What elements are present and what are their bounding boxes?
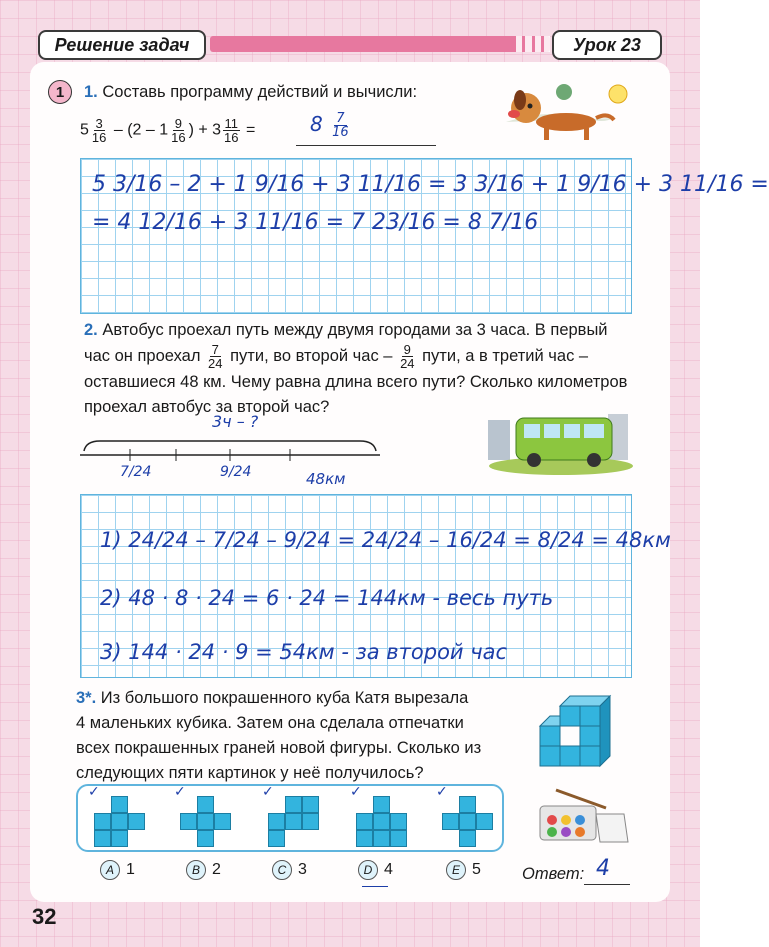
lesson-title: Урок 23: [552, 30, 662, 60]
check-mark: ✓: [262, 784, 274, 800]
option-letter: E: [446, 860, 466, 880]
print-cell: [180, 813, 197, 830]
print-cell: [373, 830, 390, 847]
print-cell: [373, 796, 390, 813]
header-stripe: [210, 36, 550, 52]
print-cell: [268, 830, 285, 847]
segment-label-second: 9/24: [220, 464, 252, 480]
task2-number: 2.: [84, 321, 98, 339]
task1-prompt: [84, 80, 417, 105]
answer-option-c[interactable]: [272, 860, 307, 880]
option-value: 3: [298, 861, 307, 878]
option-letter: D: [358, 860, 378, 880]
print-cell: [268, 813, 285, 830]
task2-step3: 3) 144 · 24 · 9 = 54км - за второй час: [100, 640, 508, 664]
task3-line4: следующих пяти картинок у неё получилось?: [76, 764, 424, 782]
print-cell: [285, 813, 302, 830]
task-group-badge: 1: [48, 80, 72, 104]
print-cell: [111, 813, 128, 830]
segment-label-total: 3ч – ?: [212, 412, 259, 431]
task1-solution-line2: = 4 12/16 + 3 11/16 = 7 23/16 = 8 7/16: [92, 210, 539, 235]
option-value: 4: [384, 861, 393, 878]
check-mark: ✓: [436, 784, 448, 800]
option-value: 2: [212, 861, 221, 878]
print-cell: [111, 830, 128, 847]
task1-number: 1.: [84, 83, 98, 101]
page-number: 32: [32, 904, 57, 929]
expr-frac3: $\frac{11}{16}$: [224, 116, 239, 145]
print-cell: [356, 830, 373, 847]
expr-frac2: $\frac{9}{16}$: [171, 116, 186, 145]
print-cell: [373, 813, 390, 830]
print-cell: [111, 796, 128, 813]
answer-option-e[interactable]: [446, 860, 481, 880]
print-cell: [285, 796, 302, 813]
expr-whole: 5: [80, 121, 89, 139]
expr-paren: (2 – 1: [127, 121, 169, 139]
task3-line3: всех покрашенных граней новой фигуры. Сколько из: [76, 739, 482, 757]
option-value: 5: [472, 861, 481, 878]
answer-option-d[interactable]: [358, 860, 393, 880]
task2-line1: Автобус проехал путь между двумя городами за 3 часа. В первый: [102, 321, 608, 339]
task3-text: [76, 686, 516, 786]
expr-minus: –: [113, 121, 123, 139]
print-cell: [197, 796, 214, 813]
option-value: 1: [126, 861, 135, 878]
expr-equals: =: [245, 121, 256, 139]
segment-label-third: 48км: [306, 470, 346, 488]
task2-line4: проехал автобус за второй час?: [84, 398, 330, 416]
print-cell: [197, 813, 214, 830]
option-letter: A: [100, 860, 120, 880]
print-cell: [459, 830, 476, 847]
task3-line1: Из большого покрашенного куба Катя вырезала: [100, 689, 469, 707]
section-title: Решение задач: [38, 30, 206, 60]
task3-line2: 4 маленьких кубика. Затем она сделала отпечатки: [76, 714, 464, 732]
print-cell: [390, 813, 407, 830]
task2-line3: оставшиеся 48 км. Чему равна длина всего пути? Сколько километров: [84, 373, 628, 391]
answer-option-b[interactable]: [186, 860, 221, 880]
segment-label-first: 7/24: [120, 464, 152, 480]
print-cell: [94, 813, 111, 830]
print-cell: [356, 813, 373, 830]
task3-number: 3*.: [76, 689, 97, 707]
print-cell: [459, 813, 476, 830]
check-mark: ✓: [174, 784, 186, 800]
option-letter: C: [272, 860, 292, 880]
task2-line2: час он проехал $\frac{7}{24}$ пути, во второй час – $\frac{9}{24}$ пути, а в третий час –: [84, 342, 589, 371]
task2-text: [84, 318, 654, 420]
paint-set-illustration: [536, 784, 632, 848]
dog-illustration: [486, 78, 636, 144]
check-mark: ✓: [88, 784, 100, 800]
option-d-underline: [362, 886, 388, 887]
print-cell: [302, 813, 319, 830]
option-letter: B: [186, 860, 206, 880]
expr-plus: ) + 3: [188, 121, 222, 139]
answer-underline: [296, 145, 436, 146]
task1-solution-line1: 5 3/16 – 2 + 1 9/16 + 3 11/16 = 3 3/16 + 1 9/16 + 3 11/16 =: [92, 172, 769, 197]
task2-step2: 2) 48 · 8 · 24 = 6 · 24 = 144км - весь путь: [100, 586, 554, 610]
print-cell: [459, 796, 476, 813]
answer-option-a[interactable]: [100, 860, 135, 880]
expr-frac1: $\frac{3}{16}$: [91, 116, 107, 145]
answer-value: 4: [596, 856, 610, 881]
cube-illustration: [536, 692, 626, 770]
task1-prompt-text: Составь программу действий и вычисли:: [102, 83, 418, 101]
task1-expression: [80, 117, 255, 144]
answer-line: [584, 884, 630, 885]
print-cell: [214, 813, 231, 830]
print-cell: [476, 813, 493, 830]
print-cell: [442, 813, 459, 830]
print-cell: [94, 830, 111, 847]
print-cell: [128, 813, 145, 830]
task1-answer: 8 $\frac{7}{16}$: [310, 111, 349, 140]
bus-illustration: [488, 410, 634, 476]
header-stripe-ticks: [516, 36, 550, 52]
print-cell: [197, 830, 214, 847]
task2-step1: 1) 24/24 – 7/24 – 9/24 = 24/24 – 16/24 = 8/24 = 48км: [100, 528, 671, 552]
print-cell: [390, 830, 407, 847]
check-mark: ✓: [350, 784, 362, 800]
print-cell: [302, 796, 319, 813]
answer-label: Ответ:: [522, 865, 585, 883]
